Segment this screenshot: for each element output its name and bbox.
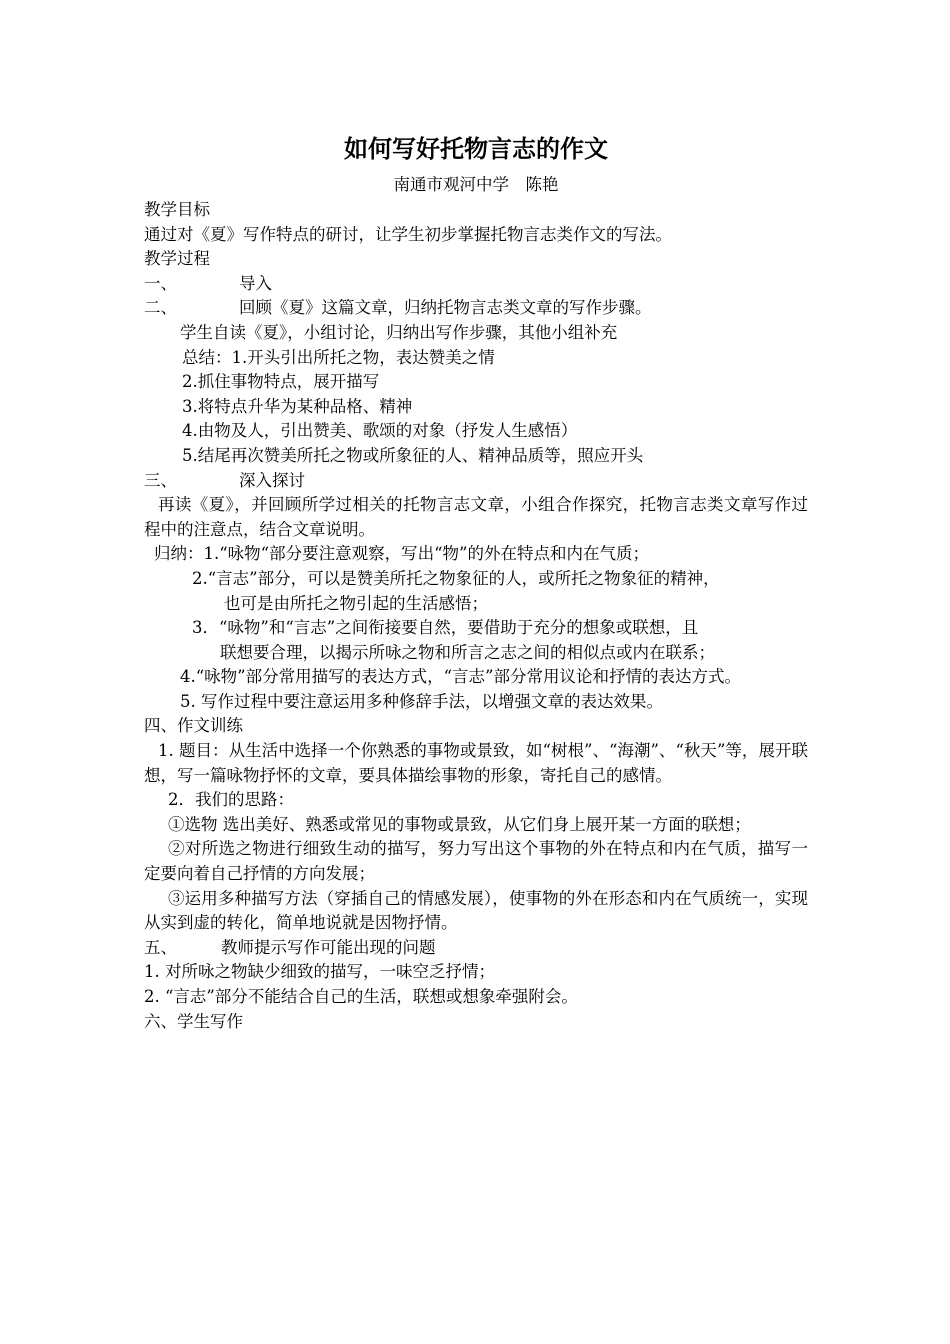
- problem-item-1: 1. 对所咏之物缺少细致的描写，一味空乏抒情；: [144, 962, 495, 982]
- ideas-heading: 2．我们的思路：: [168, 790, 294, 810]
- summary-item: 总结：1.开头引出所托之物，表达赞美之情: [182, 347, 495, 367]
- section-2-line: 学生自读《夏》，小组讨论，归纳出写作步骤，其他小组补充: [180, 322, 618, 342]
- induction-item-5: 5. 写作过程中要注意运用多种修辞手法，以增强文章的表达效果。: [180, 691, 663, 711]
- goal-text: 通过对《夏》写作特点的研讨，让学生初步掌握托物言志类作文的写法。: [144, 224, 672, 244]
- induction-item-1: 归纳：1.“咏物“部分要注意观察，写出“物”的外在特点和内在气质；: [154, 544, 649, 564]
- section-3-paragraph: 再读《夏》，并回顾所学过相关的托物言志文章，小组合作探究，托物言志类文章写作过程中的注意点，结合文章说明。: [144, 495, 808, 539]
- idea-item-3: ③运用多种描写方法（穿插自己的情感发展），使事物的外在形态和内在气质统一，实现从实到虚的转化，简单地说就是因物抒情。: [144, 888, 808, 933]
- process-heading: 教学过程: [144, 249, 210, 269]
- problem-item-2: 2. “言志”部分不能结合自己的生活，联想或想象牵强附会。: [144, 987, 578, 1006]
- induction-item-3: 3．“咏物”和“言志”之间衔接要自然，要借助于充分的想象或联想，且: [192, 618, 699, 638]
- section-3-heading: [144, 469, 808, 494]
- writing-topic: 1. 题目：从生活中选择一个你熟悉的事物或景致，如“树根”、“海潮”、“秋天”等，展开联想，写一篇咏物抒怀的文章，要具体描绘事物的形象，寄托自己的感情。: [144, 741, 808, 785]
- section-2-heading: [144, 296, 808, 321]
- section-2-title: 回顾《夏》这篇文章，归纳托物言志类文章的写作步骤。: [239, 298, 652, 318]
- summary-item: 5.结尾再次赞美所托之物或所象征的人、精神品质等，照应开头: [182, 445, 644, 465]
- idea-item-2: ②对所选之物进行细致生动的描写，努力写出这个事物的外在特点和内在气质，描写一定要向着自己抒情的方向发展；: [144, 839, 808, 884]
- summary-item: 3.将特点升华为某种品格、精神: [182, 396, 413, 416]
- section-5-heading: [144, 936, 808, 961]
- section-2-number: 二、: [144, 298, 177, 318]
- section-5-number: 五、: [144, 937, 177, 957]
- summary-item: 2.抓住事物特点，展开描写: [182, 372, 380, 392]
- section-3-number: 三、: [144, 470, 177, 490]
- section-6-heading: 六、学生写作: [144, 1011, 243, 1031]
- induction-item-4: 4.“咏物”部分常用描写的表达方式，“言志”部分常用议论和抒情的表达方式。: [180, 667, 741, 687]
- section-4-heading: 四、作文训练: [144, 716, 243, 736]
- induction-item-3-cont: 联想要合理，以揭示所咏之物和所言之志之间的相似点或内在联系；: [220, 642, 715, 662]
- induction-item-2-cont: 也可是由所托之物引起的生活感悟；: [224, 593, 488, 613]
- author-line: 南通市观河中学 陈艳: [393, 175, 559, 194]
- section-1-number: 一、: [144, 273, 177, 293]
- document-body: [144, 198, 808, 1034]
- summary-item: 4.由物及人，引出赞美、歌颂的对象（抒发人生感悟）: [182, 421, 578, 441]
- section-5-title: 教师提示写作可能出现的问题: [221, 937, 436, 957]
- section-1-title: 导入: [239, 273, 272, 293]
- induction-item-2: 2.“言志”部分，可以是赞美所托之物象征的人，或所托之物象征的精神，: [192, 568, 720, 588]
- goal-heading: 教学目标: [144, 200, 210, 219]
- section-1-heading: [144, 272, 808, 297]
- section-3-title: 深入探讨: [239, 470, 305, 490]
- document-title: 如何写好托物言志的作文: [344, 134, 608, 163]
- idea-item-1: ①选物 选出美好、熟悉或常见的事物或景致，从它们身上展开某一方面的联想；: [168, 814, 751, 834]
